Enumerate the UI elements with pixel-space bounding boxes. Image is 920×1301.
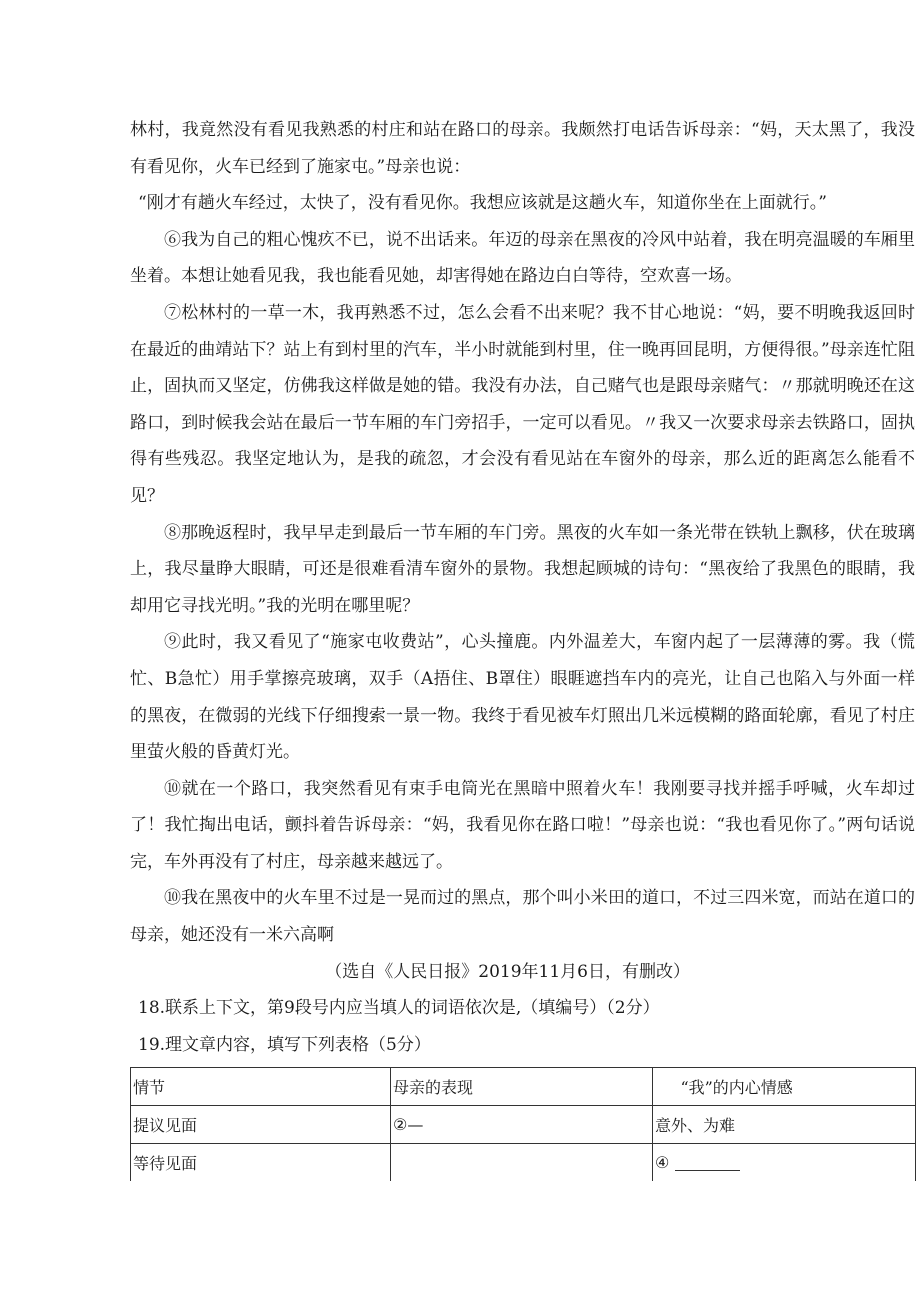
table-cell[interactable]: ②— bbox=[391, 1106, 653, 1144]
answer-table bbox=[130, 1067, 916, 1181]
table-row bbox=[131, 1144, 916, 1182]
table-cell: 提议见面 bbox=[131, 1106, 391, 1144]
paragraph-11: ⑩我在黑夜中的火车里不过是一晃而过的黑点，那个叫小米田的道口，不过三四米宽，而站在道口的母亲，她还没有一米六高啊 bbox=[130, 888, 915, 946]
table-header-cell: 情节 bbox=[131, 1068, 391, 1106]
paragraph-7: ⑦松林村的一草一木，我再熟悉不过，怎么会看不出来呢？我不甘心地说：“妈，要不明晚我返回时在最近的曲靖站下？站上有到村里的汽车，半小时就能到村里，住一晚再回昆明，方便得很。”母亲连忙阻止，固执而又坚定，仿佛我这样做是她的错。我没有办法，自己赌气也是跟母亲赌气：〃那就明晚还在这路口，到时候我会站在最后一节车厢的车门旁招手，一定可以看见。〃我又一次要求母亲去铁路口，固执得有些残忍。我坚定地认为，是我的疏忽，才会没有看见站在车窗外的母亲，那么近的距离怎么能看不见？ bbox=[130, 302, 915, 506]
table-header-cell: “我”的内心情感 bbox=[653, 1068, 916, 1106]
article-body bbox=[130, 112, 915, 1181]
table-cell[interactable]: ④ bbox=[653, 1144, 916, 1182]
table-header-row bbox=[131, 1068, 916, 1106]
source-citation: （选自《人民日报》2019年11月6日，有删改） bbox=[325, 961, 690, 982]
table-cell: 意外、为难 bbox=[653, 1106, 916, 1144]
question-18: 18.联系上下文，第9段号内应当填人的词语依次是,（填编号）（2分） bbox=[138, 998, 660, 1019]
table-row bbox=[131, 1106, 916, 1144]
paragraph-mother-quote: “刚才有趟火车经过，太快了，没有看见你。我想应该就是这趟火车，知道你坐在上面就行。” bbox=[138, 193, 827, 214]
paragraph-continuation: 林村，我竟然没有看见我熟悉的村庄和站在路口的母亲。我颇然打电话告诉母亲：“妈，天太黑了，我没有看见你，火车已经到了施家屯。”母亲也说： bbox=[130, 120, 915, 177]
answer-blank[interactable] bbox=[675, 1156, 740, 1171]
paragraph-8: ⑧那晚返程时，我早早走到最后一节车厢的车门旁。黑夜的火车如一条光带在铁轨上飘移，伏在玻璃上，我尽量睁大眼睛，可还是很难看清车窗外的景物。我想起顾城的诗句：“黑夜给了我黑色的眼睛，我却用它寻找光明。”我的光明在哪里呢？ bbox=[130, 522, 915, 616]
table-cell-blank[interactable] bbox=[391, 1144, 653, 1182]
table-cell: 等待见面 bbox=[131, 1144, 391, 1182]
paragraph-9: ⑨此时，我又看见了“施家屯收费站”，心头撞鹿。内外温差大，车窗内起了一层薄薄的雾。我（慌忙、B急忙）用手掌擦亮玻璃，双手（A捂住、B罩住）眼睚遮挡车内的亮光，让自己也陷入与外面一样的黑夜，在微弱的光线下仔细搜索一景一物。我终于看见被车灯照出几米远模糊的路面轮廓，看见了村庄里萤火般的昏黄灯光。 bbox=[130, 632, 915, 763]
paragraph-10: ⑩就在一个路口，我突然看见有束手电筒光在黑暗中照着火车！我刚要寻找并摇手呼喊，火车却过了！我忙掏出电话，颤抖着告诉母亲：“妈，我看见你在路口啦！”母亲也说：“我也看见你了。”两句话说完，车外再没有了村庄，母亲越来越远了。 bbox=[130, 778, 915, 872]
question-19: 19.理文章内容，填写下列表格（5分） bbox=[138, 1034, 431, 1055]
paragraph-6: ⑥我为自己的粗心愧疚不已，说不出话来。年迈的母亲在黑夜的冷风中站着，我在明亮温暖的车厢里坐着。本想让她看见我，我也能看见她，却害得她在路边白白等待，空欢喜一场。 bbox=[130, 229, 915, 287]
table-header-cell: 母亲的表现 bbox=[391, 1068, 653, 1106]
